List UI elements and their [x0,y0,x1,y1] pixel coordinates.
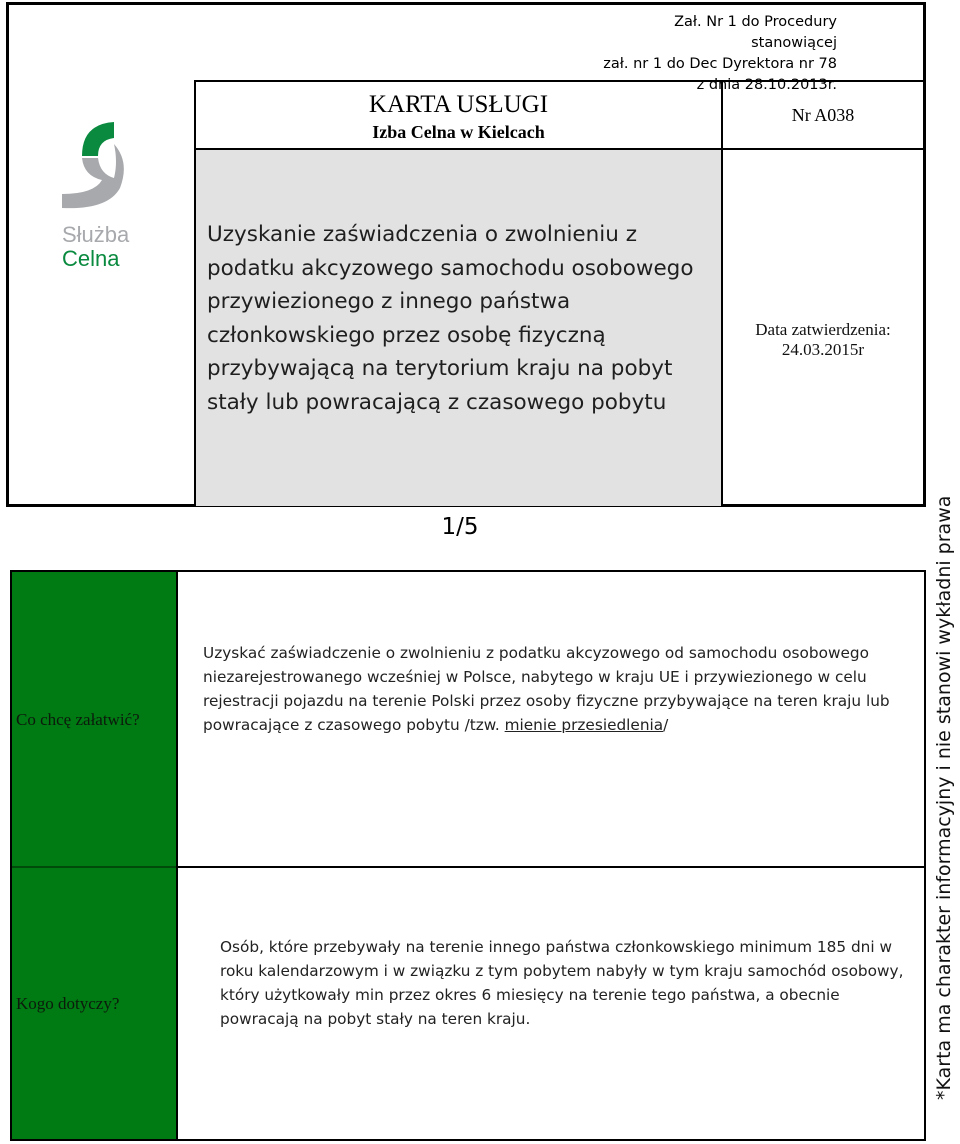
annex-line: Zał. Nr 1 do Procedury stanowiącej [674,14,837,51]
approval-info [723,320,923,360]
office-name: Izba Celna w Kielcach [372,122,545,142]
annex-line: zał. nr 1 do Dec Dyrektora nr 78 [603,56,837,72]
card-title: KARTA USŁUGI [368,91,549,118]
logo-text-line1: Służba [62,222,130,247]
divider-line [178,866,924,868]
logo-mark-icon [58,118,148,278]
divider-line [12,866,176,868]
row-label-what: Co chcę załatwić? [16,710,140,729]
logo-text-line2: Celna [62,246,120,271]
row-text-what-body: Uzyskać zaświadczenie o zwolnieniu z podatku akcyzowego od samochodu osobowego niezarejestrowanego wcześniej w Polsce, nabytego w kraju UE i przywiezionego w celu rejestracji pojazdu na terenie Polski przez osoby fizyczne przybywające na teren kraju lub powracające z czasowego pobytu /tzw. [203,644,890,734]
approval-date: 24.03.2015r [781,340,865,359]
card-number: Nr A038 [791,105,855,125]
row-text-who: Osób, które przebywały na terenie innego państwa członkowskiego minimum 185 dni w roku kalendarzowym i w związku z tym pobytem nabyły w tym kraju samochód osobowy, który użytkowały min przez okres 6 miesięcy na terenie tego państwa, a obecnie powracają na pobyt stały na teren kraju. [220,938,904,1028]
mienie-przesiedlenia-link[interactable]: mienie przesiedlenia [504,716,664,734]
row-text-what-end: / [663,716,669,734]
page-number: 1/5 [441,514,479,540]
card-title-cell [196,82,721,148]
sluzba-celna-logo [58,118,148,278]
label-column [12,572,176,1139]
annex-line: z dnia 28.10.2013r. [696,77,837,93]
disclaimer-note: *Karta ma charakter informacyjny i nie stanowi wykładni prawa [933,495,955,1100]
divider-line [176,572,178,1139]
annex-note [588,5,923,93]
approval-label: Data zatwierdzenia: [755,320,891,339]
row-text-what [203,641,913,737]
row-label-who: Kogo dotyczy? [16,994,120,1013]
service-title: Uzyskanie zaświadczenia o zwolnieniu z podatku akcyzowego samochodu osobowego przywiezionego z innego państwa członkowskiego przez osobę fizyczną przybywającą na terytorium kraju na pobyt stały lub powracającą z czasowego pobytu [207,222,694,415]
